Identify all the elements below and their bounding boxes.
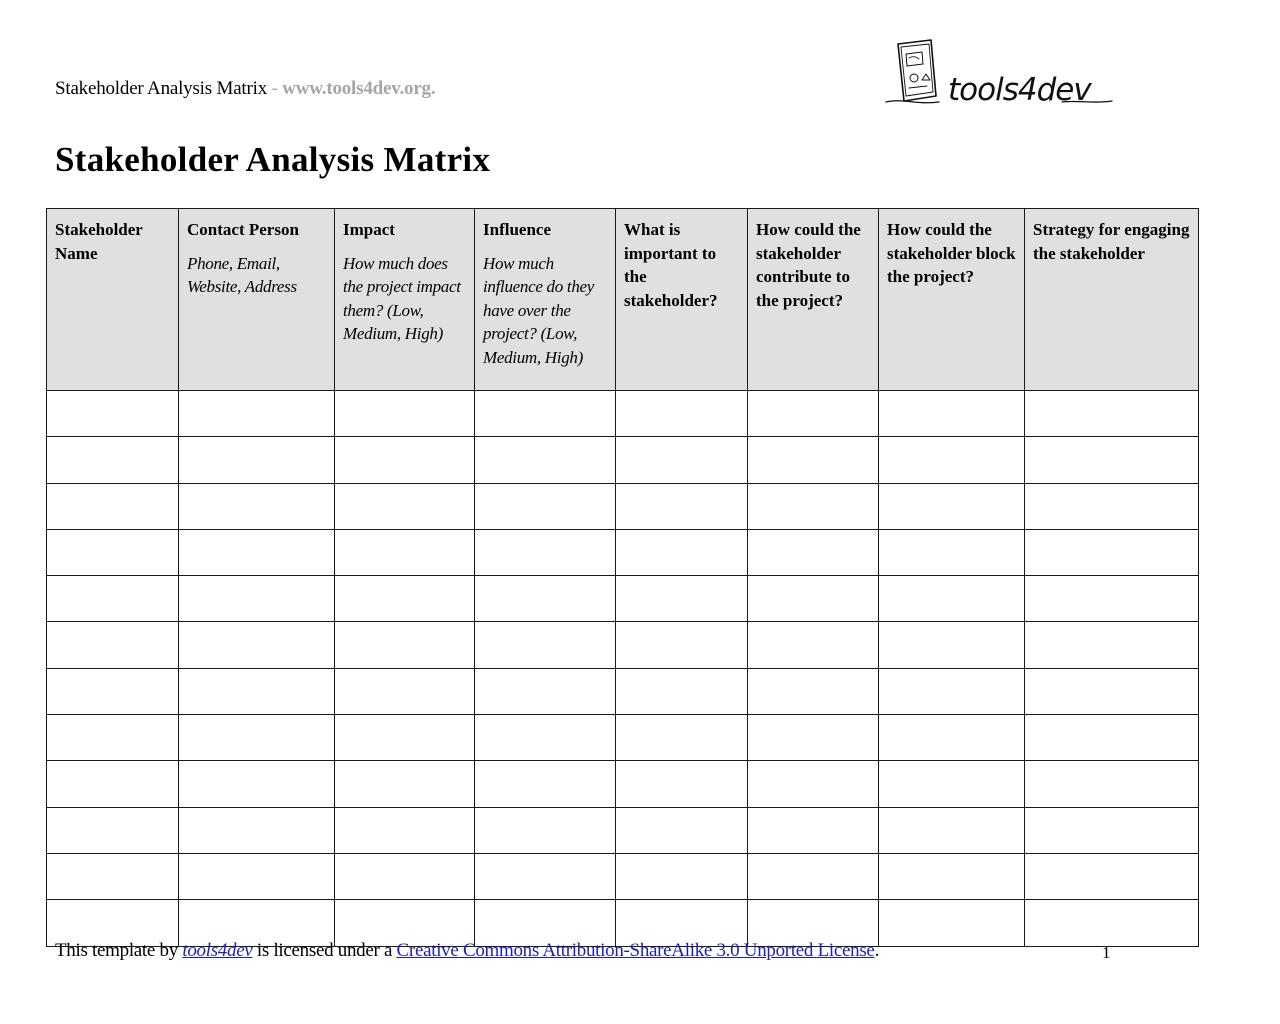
logo-wordmark: tools4dev [948, 72, 1091, 108]
table-cell[interactable] [335, 529, 475, 575]
table-cell[interactable] [179, 529, 335, 575]
table-cell[interactable] [879, 576, 1025, 622]
table-cell[interactable] [179, 761, 335, 807]
stakeholder-matrix-table [46, 208, 1199, 947]
table-cell[interactable] [748, 622, 879, 668]
column-header [179, 209, 335, 391]
table-cell[interactable] [616, 576, 748, 622]
table-cell[interactable] [616, 715, 748, 761]
table-cell[interactable] [1025, 622, 1199, 668]
table-row [47, 391, 1199, 437]
table-cell[interactable] [1025, 576, 1199, 622]
column-header [1025, 209, 1199, 391]
page-number: 1 [1102, 943, 1111, 962]
tools4dev-logo [884, 38, 1116, 120]
table-cell[interactable] [47, 622, 179, 668]
table-cell[interactable] [1025, 437, 1199, 483]
table-cell[interactable] [616, 668, 748, 714]
table-cell[interactable] [475, 529, 616, 575]
table-cell[interactable] [1025, 807, 1199, 853]
table-body [47, 391, 1199, 947]
table-cell[interactable] [47, 715, 179, 761]
table-cell[interactable] [616, 391, 748, 437]
table-cell[interactable] [748, 761, 879, 807]
table-row [47, 576, 1199, 622]
footer-middle: is licensed under a [252, 940, 397, 961]
table-cell[interactable] [47, 807, 179, 853]
table-row [47, 807, 1199, 853]
table-cell[interactable] [1025, 900, 1199, 946]
table-cell[interactable] [879, 483, 1025, 529]
table-header-row [47, 209, 1199, 391]
table-cell[interactable] [879, 715, 1025, 761]
table-cell[interactable] [179, 668, 335, 714]
table-cell[interactable] [1025, 761, 1199, 807]
table-cell[interactable] [879, 807, 1025, 853]
running-header [55, 78, 435, 100]
table-row [47, 715, 1199, 761]
running-header-title: Stakeholder Analysis Matrix [55, 78, 268, 99]
table-cell[interactable] [475, 807, 616, 853]
table-cell[interactable] [335, 391, 475, 437]
column-title: How could the stakeholder contribute to the project? [756, 220, 861, 310]
table-cell[interactable] [748, 483, 879, 529]
table-cell[interactable] [335, 807, 475, 853]
table-row [47, 668, 1199, 714]
table-cell[interactable] [335, 761, 475, 807]
table-cell[interactable] [616, 807, 748, 853]
running-header-separator: - [267, 78, 283, 99]
table-cell[interactable] [47, 853, 179, 899]
table-cell[interactable] [335, 437, 475, 483]
table-row [47, 853, 1199, 899]
table-cell[interactable] [335, 576, 475, 622]
column-header [879, 209, 1025, 391]
table-cell[interactable] [879, 437, 1025, 483]
table-cell[interactable] [1025, 529, 1199, 575]
license-footer [55, 940, 879, 962]
table-cell[interactable] [179, 807, 335, 853]
column-header [748, 209, 879, 391]
table-cell[interactable] [748, 668, 879, 714]
column-description: How much does the project impact them? (Low, Medium, High) [343, 253, 461, 343]
table-row [47, 483, 1199, 529]
table-cell[interactable] [335, 622, 475, 668]
table-cell[interactable] [475, 715, 616, 761]
table-cell[interactable] [475, 576, 616, 622]
column-header [616, 209, 748, 391]
column-title: What is important to the stakeholder? [624, 220, 718, 310]
table-cell[interactable] [879, 622, 1025, 668]
column-header [335, 209, 475, 391]
table-cell[interactable] [335, 668, 475, 714]
table-cell[interactable] [1025, 391, 1199, 437]
table-cell[interactable] [748, 437, 879, 483]
table-cell[interactable] [879, 900, 1025, 946]
table-cell[interactable] [475, 483, 616, 529]
table-cell[interactable] [748, 576, 879, 622]
table-cell[interactable] [879, 668, 1025, 714]
table-cell[interactable] [475, 622, 616, 668]
license-link[interactable]: Creative Commons Attribution-ShareAlike 3.0 Unported License [396, 940, 875, 961]
table-cell[interactable] [1025, 853, 1199, 899]
table-cell[interactable] [335, 853, 475, 899]
table-cell[interactable] [475, 391, 616, 437]
footer-prefix: This template by [55, 940, 183, 961]
table-cell[interactable] [748, 715, 879, 761]
table-cell[interactable] [179, 437, 335, 483]
table-row [47, 622, 1199, 668]
table-cell[interactable] [179, 715, 335, 761]
table-cell[interactable] [616, 437, 748, 483]
table-cell[interactable] [47, 761, 179, 807]
table-cell[interactable] [47, 391, 179, 437]
table-cell[interactable] [47, 576, 179, 622]
table-cell[interactable] [47, 529, 179, 575]
table-cell[interactable] [335, 483, 475, 529]
column-title: Contact Person [187, 220, 299, 239]
table-cell[interactable] [616, 761, 748, 807]
column-description: How much influence do they have over the project? (Low, Medium, High) [483, 253, 595, 367]
table-cell[interactable] [179, 391, 335, 437]
table-cell[interactable] [475, 668, 616, 714]
column-title: Influence [483, 220, 551, 239]
table-cell[interactable] [47, 483, 179, 529]
page-title: Stakeholder Analysis Matrix [55, 140, 491, 179]
column-header [475, 209, 616, 391]
column-title: Impact [343, 220, 395, 239]
table-cell[interactable] [748, 853, 879, 899]
table-cell[interactable] [879, 529, 1025, 575]
table-cell[interactable] [1025, 668, 1199, 714]
table-cell[interactable] [179, 576, 335, 622]
table-cell[interactable] [1025, 715, 1199, 761]
table-cell[interactable] [616, 853, 748, 899]
table-cell[interactable] [748, 391, 879, 437]
table-cell[interactable] [879, 391, 1025, 437]
running-header-site: www.tools4dev.org. [282, 78, 436, 99]
column-title: Strategy for engaging the stakeholder [1033, 220, 1190, 263]
tools4dev-link[interactable]: tools4dev [182, 940, 253, 961]
table-cell[interactable] [47, 668, 179, 714]
table-cell[interactable] [47, 437, 179, 483]
column-header [47, 209, 179, 391]
table-cell[interactable] [475, 761, 616, 807]
column-description: Phone, Email, Website, Address [187, 253, 297, 296]
table-cell[interactable] [475, 437, 616, 483]
table-cell[interactable] [335, 715, 475, 761]
table-cell[interactable] [475, 853, 616, 899]
table-cell[interactable] [179, 853, 335, 899]
table-row [47, 529, 1199, 575]
column-title: How could the stakeholder block the project? [887, 220, 1016, 286]
notebook-sketch-icon [886, 40, 939, 103]
table-cell[interactable] [616, 529, 748, 575]
table-cell[interactable] [179, 622, 335, 668]
table-cell[interactable] [748, 529, 879, 575]
table-row [47, 437, 1199, 483]
table-cell[interactable] [616, 622, 748, 668]
table-cell[interactable] [616, 483, 748, 529]
column-title: Stakeholder Name [55, 220, 143, 263]
table-cell[interactable] [1025, 483, 1199, 529]
table-row [47, 761, 1199, 807]
footer-suffix: . [874, 940, 880, 961]
table-cell[interactable] [879, 853, 1025, 899]
table-cell[interactable] [879, 761, 1025, 807]
table-cell[interactable] [748, 807, 879, 853]
table-cell[interactable] [179, 483, 335, 529]
